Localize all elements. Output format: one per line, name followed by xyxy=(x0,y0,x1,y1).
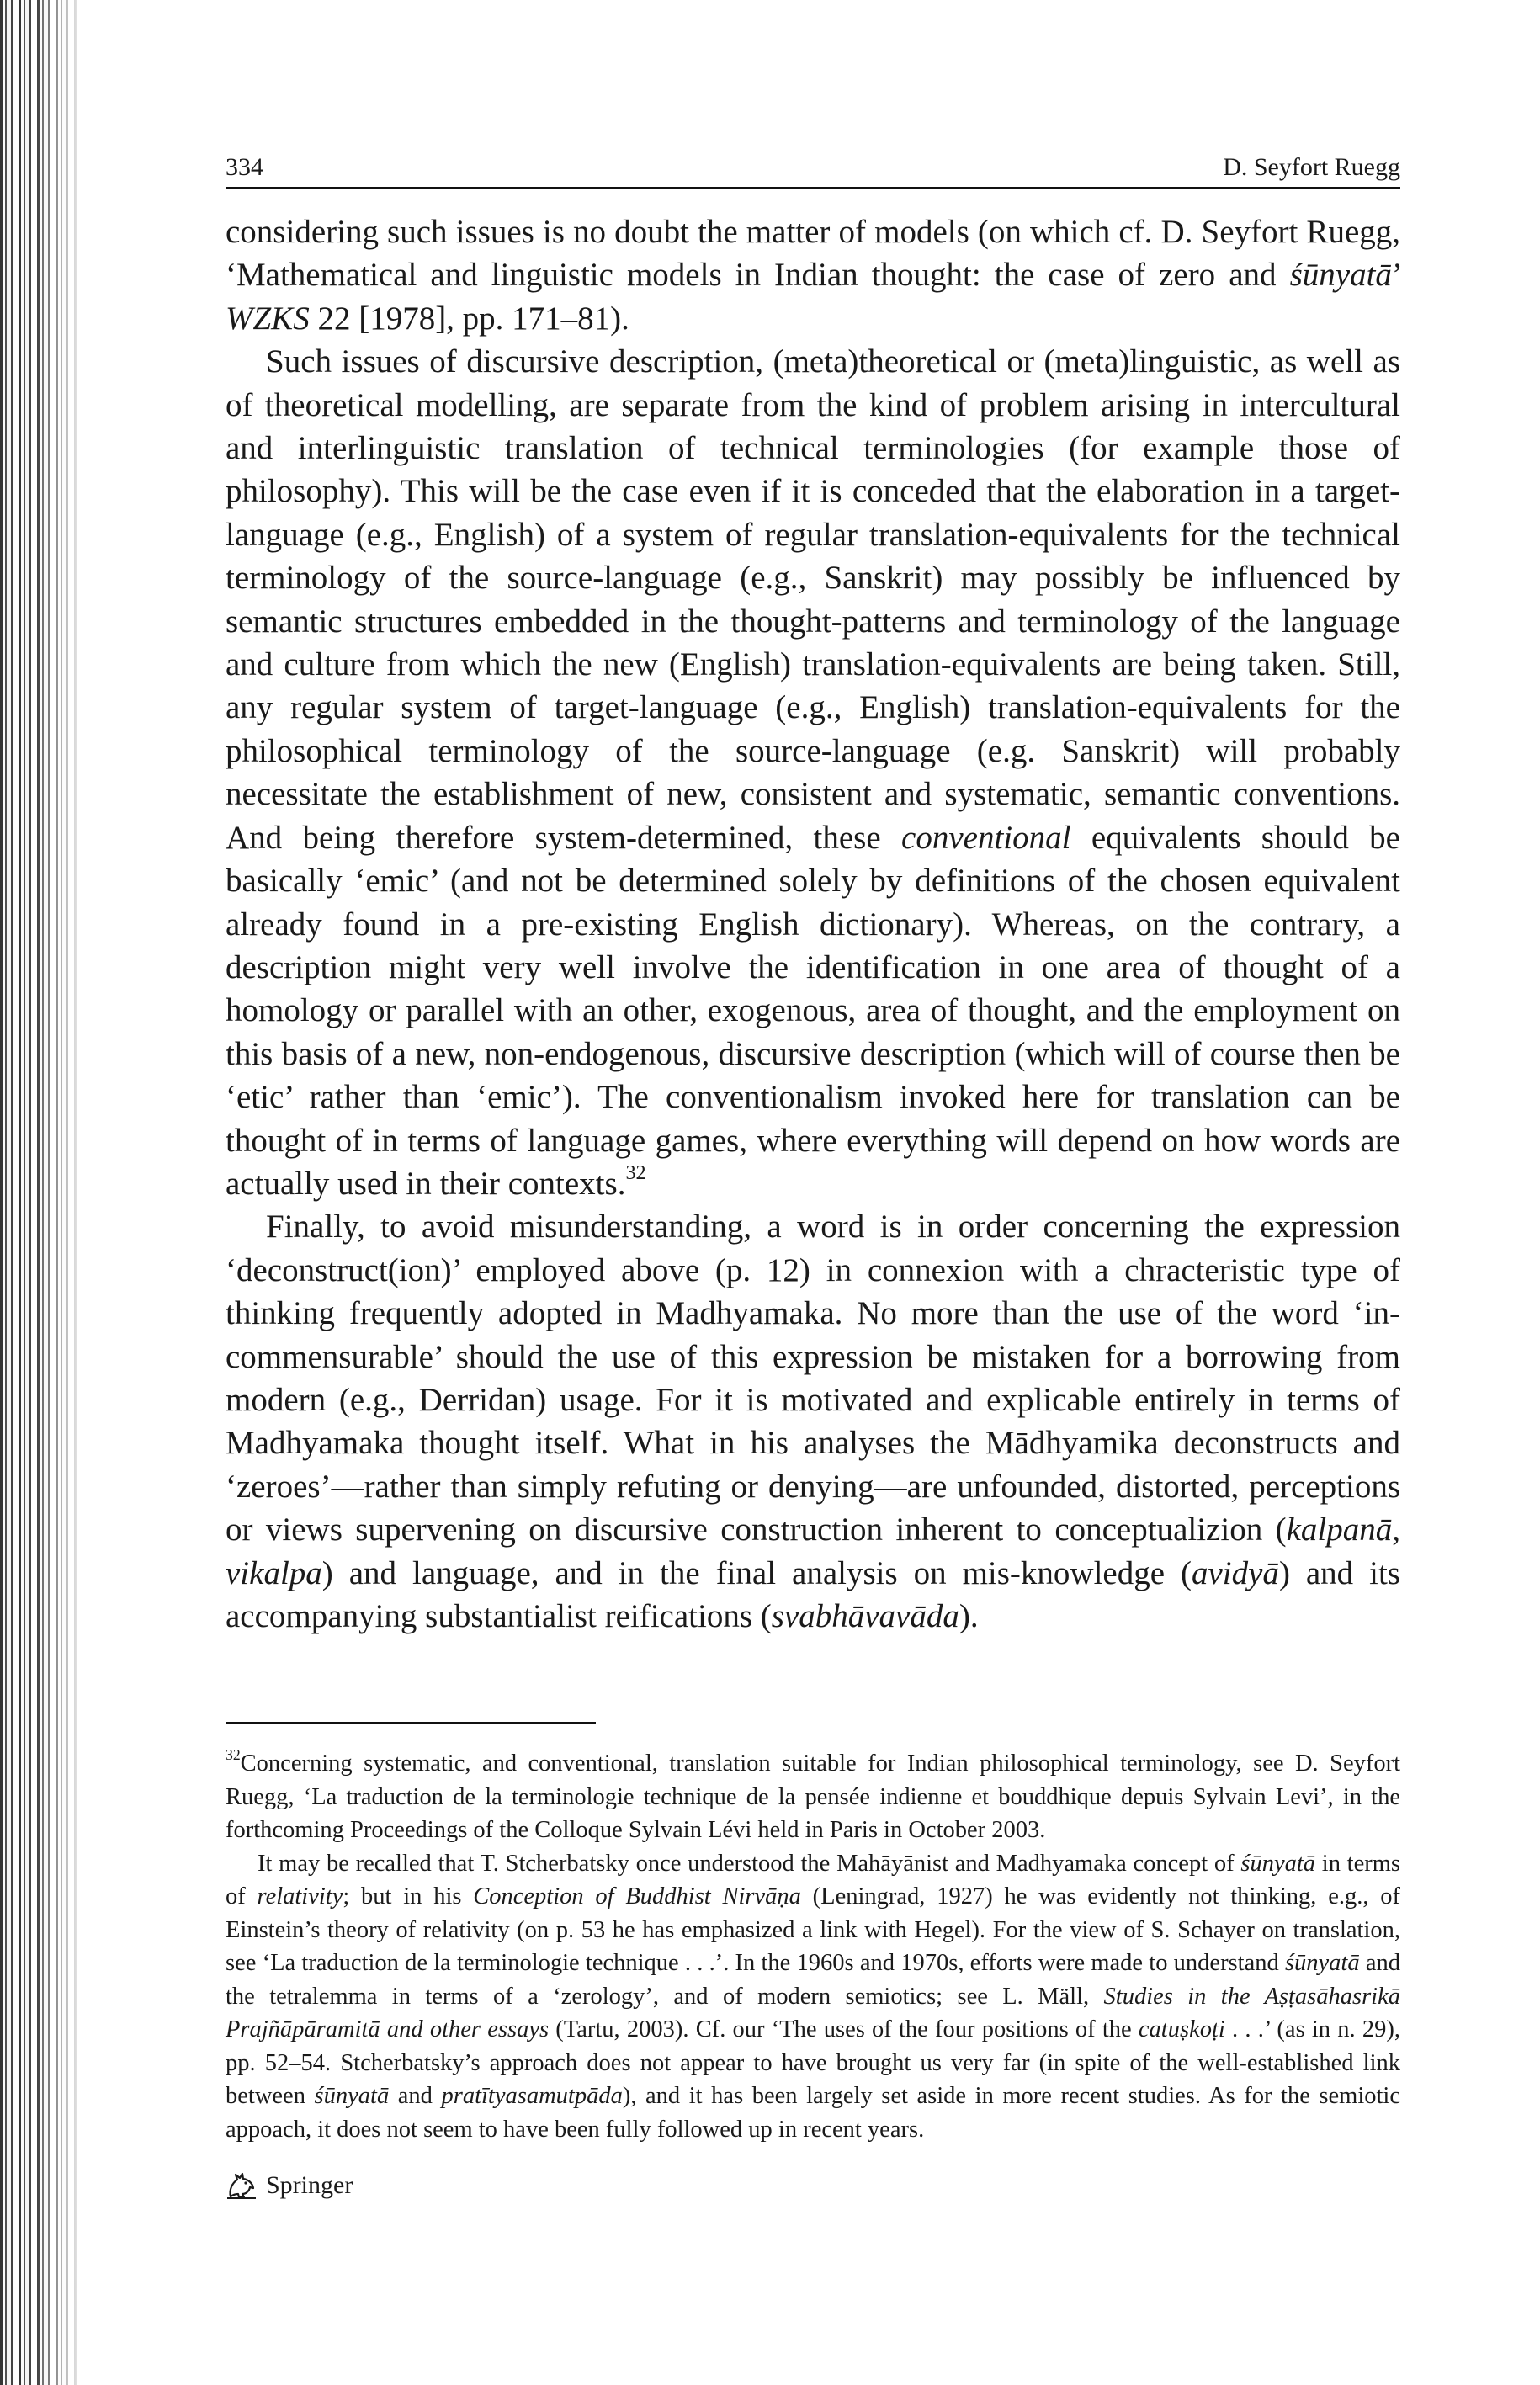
publisher-mark xyxy=(226,2171,1400,2200)
body-text xyxy=(226,210,1400,1638)
footnote-number: 32 xyxy=(226,1746,241,1764)
footnote-ref-32[interactable]: 32 xyxy=(625,1161,646,1184)
springer-horse-icon xyxy=(226,2171,258,2200)
footnote-32: $^{32}$Concerning systematic, and conventional, translation suitable for Indian philosophical terminology, see D. Seyfort Ruegg, ‘La traduction de la terminologie technique de la pensée indienne et bouddhique depuis Sylvain Levi’, in the forthcoming Proceedings of the Colloque Sylvain Lévi held in Paris in October 2003. xyxy=(226,1746,1400,1844)
publisher-name: Springer xyxy=(266,2171,353,2200)
page-number: 334 xyxy=(226,153,263,181)
journal-page xyxy=(226,145,1400,2200)
paragraph-1: considering such issues is no doubt the matter of models (on which cf. D. Seyfort Ruegg, ‘Mathematical and linguistic models in Indian thought: the case of zero and śūnyatā’ WZKS 22 [1978], pp. 171–81). xyxy=(226,214,1400,337)
paragraph-2: Such issues of discursive description, (meta)theoretical or (meta)linguistic, as well as of theoretical modelling, are separate from the kind of problem arising in intercultural and interlinguistic translation of technical terminologies (for example those of philosophy). This will be the case even if it is conceded that the elaboration in a target-language (e.g., English) of a system of regular translation-equivalents for the technical terminology of the source-language (e.g., Sanskrit) may possibly be influenced by semantic structures embedded in the thought-patterns and terminology of the language and culture from which the new (English) translation-equivalents are being taken. Still, any regular system of target-language (e.g., English) translation-equivalents for the philosophical terminology of the source-language (e.g. Sanskrit) will probably necessitate the establishment of new, consistent and systematic, semantic conventions. And being therefore system-determined, these conventional equivalents should be basically ‘emic’ (and not be determined solely by definitions of the chosen equivalent already found in a pre-existing English dictionary). Whereas, on the contrary, a description might very well involve the identification in one area of thought of a homology or parallel with an other, exogenous, area of thought, and the employment on this basis of a new, non-endogenous, discursive description (which will of course then be ‘etic’ rather than ‘emic’). The conventionalism invoked here for translation can be thought of in terms of language games, where everything will depend on how words are actually used in their contexts.$^{32}$ xyxy=(226,343,1400,1202)
footnote-separator xyxy=(226,1722,596,1724)
footnote-32-continued: It may be recalled that T. Stcherbatsky once understood the Mahāyānist and Madhyamaka concept of śūnyatā in terms of relativity; but in his Conception of Buddhist Nirvāṇa (Leningrad, 1927) he was evidently not thinking, e.g., of Einstein’s theory of relativity (on p. 53 he has emphasized a link with Hegel). For the view of S. Schayer on translation, see ‘La traduction de la terminologie technique . . .’. In the 1960s and 1970s, efforts were made to understand śūnyatā and the tetralemma in terms of a ‘zerology’, and of modern semiotics; see L. Mäll, Studies in the Aṣṭasāhasrikā Prajñāpāramitā and other essays (Tartu, 2003). Cf. our ‘The uses of the four positions of the catuṣkoṭi . . .’ (as in n. 29), pp. 52–54. Stcherbatsky’s approach does not appear to have brought us very far (in spite of the well-established link between śūnyatā and pratītyasamutpāda), and it has been largely set aside in more recent studies. As for the semiotic appoach, it does not seem to have been fully followed up in recent years. xyxy=(226,1850,1401,2143)
running-author: D. Seyfort Ruegg xyxy=(1223,153,1400,181)
scan-binding-fade xyxy=(34,0,84,2385)
footnotes xyxy=(226,1747,1400,2146)
running-head xyxy=(226,145,1400,189)
paragraph-3: Finally, to avoid misunderstanding, a word is in order concerning the expression ‘deconstruct(ion)’ employed above (p. 12) in connexion with a chracteristic type of thinking frequently adopted in Madhyamaka. No more than the use of the word ‘incommensurable’ should the use of this expression be mistaken for a borrowing from modern (e.g., Derridan) usage. For it is motivated and explicable entirely in terms of Madhyamaka thought itself. What in his analyses the Mādhyamika deconstructs and ‘zeroes’—rather than simply refuting or denying—are unfounded, distorted, perceptions or views supervening on discursive construction inherent to conceptualizion (kalpanā, vikalpa) and language, and in the final analysis on mis-knowledge (avidyā) and its accompanying substantialist reifications (svabhāvavāda). xyxy=(226,1208,1400,1634)
